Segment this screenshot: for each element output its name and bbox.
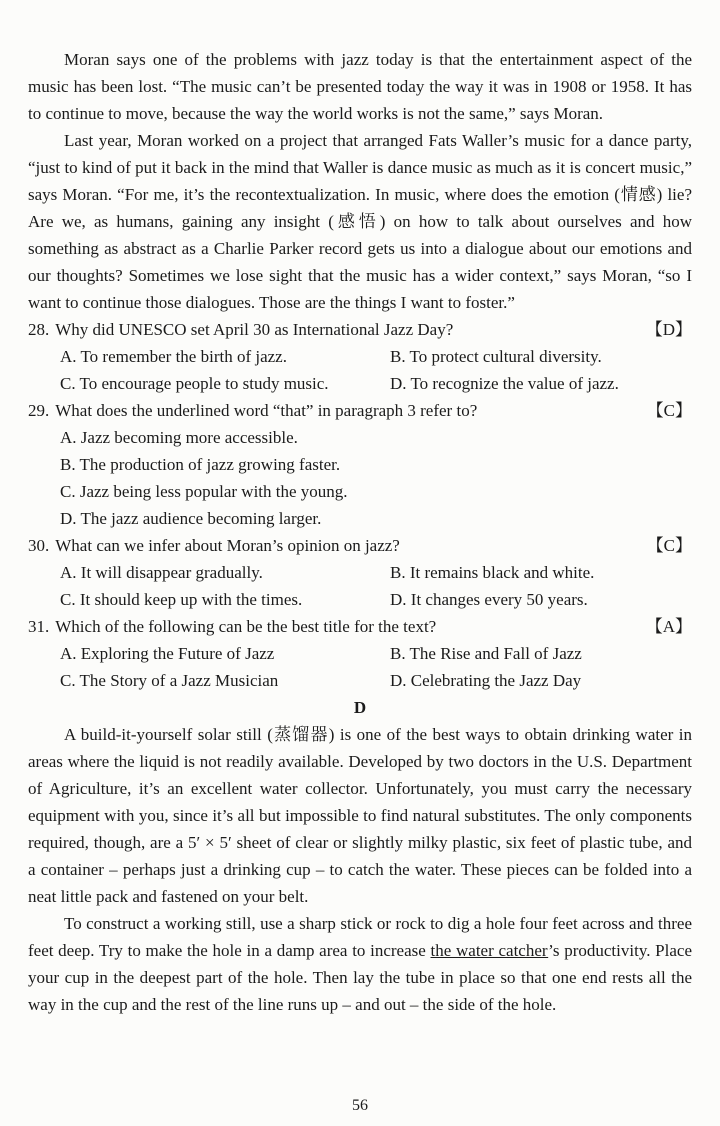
option: A. It will disappear gradually. (60, 563, 263, 582)
option: B. To protect cultural diversity. (390, 347, 602, 366)
question-number: 30. (28, 536, 50, 555)
answer-key: 【C】 (646, 536, 692, 555)
question-text: What does the underlined word “that” in paragraph 3 refer to? (55, 401, 478, 420)
option: C. Jazz being less popular with the young. (60, 482, 348, 501)
passage-d-paragraph: A build-it-yourself solar still (蒸馏器) is one of the best ways to obtain drinking water in areas where the liquid is not readily available. Developed by two doctors in the U.S. Department of Agriculture, it’s an excellent water collector. Unfortunately, you must carry the necessary equipment with you, since it’s all but impossible to find natural substitutes. The only components required, though, are a 5′ × 5′ sheet of clear or slightly milky plastic, six feet of plastic tube, and a container – perhaps just a drinking cup – to catch the water. These pieces can be folded into a neat little pack and fastened on your belt. (28, 725, 692, 906)
question-29 (28, 397, 692, 532)
passage-d-paragraph (28, 910, 692, 1018)
option: D. Celebrating the Jazz Day (390, 671, 582, 690)
option-row (28, 559, 692, 586)
option: A. Exploring the Future of Jazz (60, 644, 275, 663)
option: D. To recognize the value of jazz. (390, 374, 619, 393)
question-number: 29. (28, 401, 50, 420)
option: A. To remember the birth of jazz. (60, 347, 287, 366)
question-text: What can we infer about Moran’s opinion on jazz? (55, 536, 400, 555)
question-text: Which of the following can be the best title for the text? (55, 617, 437, 636)
question-line (28, 316, 692, 343)
option: D. The jazz audience becoming larger. (60, 509, 322, 528)
option: B. It remains black and white. (390, 563, 595, 582)
option-row (28, 370, 692, 397)
answer-key: 【D】 (645, 320, 692, 339)
option: A. Jazz becoming more accessible. (60, 428, 298, 447)
question-text: Why did UNESCO set April 30 as International Jazz Day? (55, 320, 454, 339)
passage-paragraph: Last year, Moran worked on a project that arranged Fats Waller’s music for a dance party, “just to kind of put it back in the mind that Waller is dance music as much as it is concert music,” says Moran. “For me, it’s the recontextualization. In music, where does the emotion (情感) lie? Are we, as humans, gaining any insight (感悟) on how to talk about ourselves and how something as abstract as a Charlie Parker record gets us into a dialogue about our emotions and our thoughts? Sometimes we lose sight that the music has a wider context,” says Moran, “so I want to continue those dialogues. Those are the things I want to foster.” (28, 131, 692, 312)
option: B. The production of jazz growing faster. (60, 455, 341, 474)
question-line (28, 397, 692, 424)
question-number: 28. (28, 320, 50, 339)
question-28 (28, 316, 692, 397)
paragraph-segment: To construct a working still, use a sharp stick or rock to dig a hole four feet across and three feet deep. Try to make the hole in a damp area to increase (28, 914, 692, 960)
option-row (28, 640, 692, 667)
underlined-phrase: the water catcher (430, 941, 549, 960)
paragraph-segment: ’s productivity. Place your cup in the deepest part of the hole. Then lay the tube in place so that one end rests all the way in the cup and the rest of the line runs up – and out – the side of the hole. (28, 941, 692, 1014)
question-line (28, 532, 692, 559)
answer-key: 【A】 (645, 617, 692, 636)
passage-paragraph: Moran says one of the problems with jazz today is that the entertainment aspect of the music has been lost. “The music can’t be presented today the way it was in 1908 or 1958. It has to continue to move, because the way the world works is not the same,” says Moran. (28, 50, 692, 123)
option-row (28, 586, 692, 613)
option-row (28, 667, 692, 694)
question-31 (28, 613, 692, 694)
section-d-heading: D (353, 698, 367, 717)
option: B. The Rise and Fall of Jazz (390, 644, 582, 663)
option: D. It changes every 50 years. (390, 590, 588, 609)
question-30 (28, 532, 692, 613)
option: C. It should keep up with the times. (60, 590, 303, 609)
option: C. To encourage people to study music. (60, 374, 329, 393)
question-line (28, 613, 692, 640)
option-row (28, 343, 692, 370)
page-number: 56 (352, 1097, 368, 1114)
option: C. The Story of a Jazz Musician (60, 671, 279, 690)
answer-key: 【C】 (646, 401, 692, 420)
question-number: 31. (28, 617, 50, 636)
